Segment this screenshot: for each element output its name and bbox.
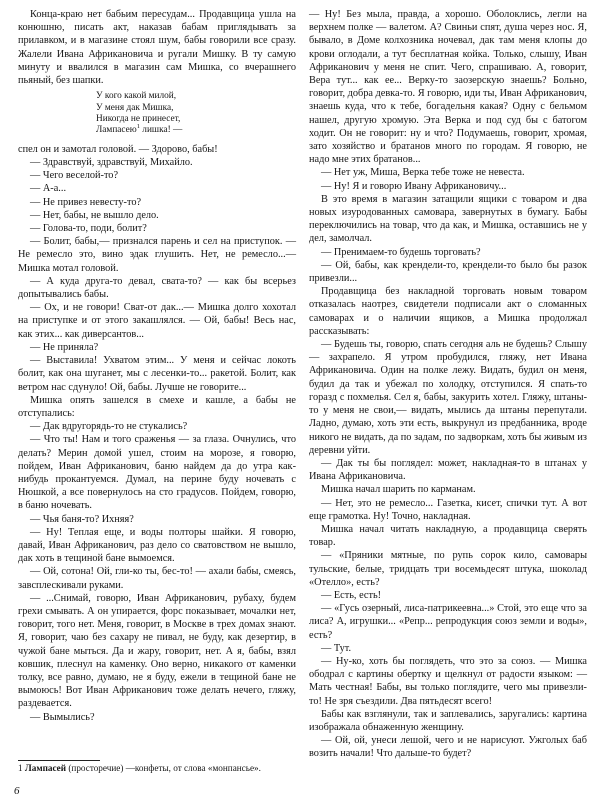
paragraph: — ...Снимай, говорю, Иван Африканович, рубаху, будем грехи смывать. А он упирается, форс показывает, мочалки нет, говорит, того нет. Меня, говорит, в Москве в трех домах знают. Я, говорит, чаю без сахару не пивал, не буду, как дезертир, в чужой бане мыться. Да и жару, говорит, нет. А я, бабы, взял ковшик, плеснул на каменку. Оно верно, никакого от каменки толку, все равно, думаю, не я буду, ежели в тещиной бане не вымоюсь! Вот Иван Африканович тоже делать нечего, гляжу, раздевается. [18,592,296,710]
footnote-rule [18,760,100,761]
paragraph: Продавщица без накладной торговать новым товаром отказалась наотрез, свидетели подписали акт о сломанных самоварах и о наличии ящиков, а Мишка продолжал рассказывать: [309,286,587,337]
paragraph: — Ой, сотона! Ой, гли-ко ты, бес-то! — ахали бабы, смеясь, завсплескивали руками. [18,566,296,591]
paragraph: — Ну! Без мыла, правда, а хорошо. Оболоклись, легли на верхнем полке — валетом. А? Свиньи спят, душа через нос. Я, бывало, в Доме колхозника ночевал, дак там меня клопы до крови оглодали, а тут бесплатная койка. Только, слышу, Иван Африканович у меня не спит. Чего, спрашиваю. А, говорит, Вера тут... как ее... Верку-то заозерскую знаешь? Больно, говорит, добра девка-то. Я говорю, иди ты, Иван Африканович, знаешь куда, что к тебе, богадельня какая? Одну с бельмом нашел, другую хромую. Эта Верка и под суд бы с батогом ходит. Он не говорит: ну и что? Подумаешь, говорит, хромая, зато хозяйство и братанов много по городам. Я говорю, не надо мне этих братанов... [309,9,587,166]
paragraph: — Голова-то, поди, болит? [30,223,147,235]
paragraph: — Ну! Я и говорю Ивану Африкановичу... [321,180,507,192]
footnote-marker: 1 [136,123,140,131]
paragraph: — «Пряники мятные, по рупь сорок кило, самовары тульские, белые, тридцать три восемьдесят штука, шоколад «Отелло», есть? [309,550,587,588]
verse-line: Никогда не принесет, [96,114,181,125]
paragraph: — Выставила! Ухватом этим... У меня и сейчас локоть болит, как она шуганет, мы с лесенки-то... ракетой. Болит, как ветром нас сдунуло! Ой, бабы. Лучше не говорите... [18,355,296,393]
left-column [18,8,296,724]
paragraph: В это время в магазин затащили ящики с товаром и два новых изуродованных самовара, завернутых в бумагу. Бабы переключились на товар, что да как, и Мишка, оставшись не у дел, замолчал. [309,193,587,245]
paragraph: Мишка опять зашелся в смехе и кашле, а бабы не отступались: [18,394,296,419]
right-text [309,8,587,761]
paragraph: — Нет уж, Миша, Верка тебе тоже не невеста. [321,167,525,179]
paragraph: — Дак ты бы поглядел: может, накладная-то в штанах у Ивана Африкановича. [309,457,587,483]
paragraph: — Ой, ой, унеси лешой, чего и не нарисуют. Ужголых баб возить начали! Что дальше-то будет? [309,735,587,760]
paragraph: — Будешь ты, говорю, спать сегодня аль не будешь? Слышу — захрапело. Я утром пробудился, гляжу, нет Ивана Африкановича. Один на полке лежу. Видать, будил он меня, будил да так и убежал по холодку, отступился. Я спать-то горазд с похмелья. Сел я, бабы, закурить хотел. Гляжу, штаны-то у меня не свои,— видать, мылись да штаны перепутали. Ладно, думаю, хоть эти есть, выкрунул из предбанника, вроде никого не видать, да по задам, по задворкам, хоть бы живым из деревни уйти. [309,339,587,456]
paragraph: — «Гусь озерный, лиса-патрикеевна...» Стой, это еще что за лиса? А, игрушки... «Репр... репродукция союз земли и воды», есть? [309,603,587,641]
paragraph: Мишка начал читать накладную, а продавщица сверять товар. [309,523,587,549]
paragraph: — Ну! Теплая еще, и воды полторы шайки. Я говорю, давай, Иван Африканович, раз дело со сватовством не вышло, дак хоть в тещиной бане вымоемся. [18,526,296,565]
paragraph: — Ой, бабы, как крендели-то, крендели-то было бы разок привезли... [309,259,587,285]
verse-line-last [96,125,296,136]
paragraph: — А-а... [30,183,67,195]
footnote [18,763,296,774]
paragraph: Конца-краю нет бабьим пересудам... Продавщица ушла на конюшню, писать акт, наказав бабам приглядывать за прилавком, и в магазине стоял шум, бабы говорили все сразу. Жалели Ивана Африкановича и ругали Мишку. В ту самую минуту и ввалился в магазин сам Мишка, со вчерашнего пьяный, без шапки. [18,9,296,87]
paragraph: — Что ты! Нам и того сраженья — за глаза. Очнулись, что делать? Мерин домой ушел, стоим на морозе, я говорю, пойдем, Иван Африканович, баню найдем да до утра как-нибудь прокантуемся. Думал, на перине буду ночевать с Нюшкой, а все повернулось на сто градусов. Пойдем, говорю, в баню ночевать. [18,434,296,512]
paragraph: — А куда друга-то девал, свата-то? — как бы всерьез допытывались бабы. [18,275,296,301]
paragraph: — Тут. [321,642,352,654]
paragraph: Бабы как взглянули, так и заплевались, заругались: картина изображала обнаженную женщину. [309,708,587,733]
page-number: 6 [14,785,20,797]
left-text-after-verse [18,143,296,724]
paragraph: — Пренимаем-то будешь торговать? [321,246,481,258]
paragraph: — Чья баня-то? Ихняя? [30,513,134,525]
paragraph: — Дак вдругорядь-то не стукались? [30,421,188,433]
footnote-text: (просторечие) —конфеты, от слова «монпансье». [66,763,261,773]
paragraph: — Не привез невесту-то? [30,196,142,208]
paragraph: — Здравствуй, здравствуй, Михайло. [30,157,193,169]
paragraph: — Вымылись? [30,711,95,723]
verse-line: У меня дак Мишка, [96,102,174,113]
paragraph: — Не приняла? [30,341,99,353]
paragraph: — Болит, бабы,— признался парень и сел на приступок. — Не ремесло это, вино эдак глушить. Нет, не ремесло...— Мишка мотал головой. [18,236,296,274]
paragraph: — Нет, бабы, не вышло дело. [30,209,159,221]
verse-word: Лампасею [96,125,137,136]
left-text-before-verse [18,8,296,87]
verse-line: У кого какой милой, [96,91,177,102]
footnote-term: Лампасей [24,763,67,773]
verse-block [96,91,296,137]
paragraph: — Ох, и не говори! Сват-от дак...— Мишка долго хохотал на приступке и от этого закашлялся. — Ой, бабы! Весь нас, как этих... как диверсантов... [18,302,296,340]
footnote-marker: 1 [18,763,23,773]
paragraph: спел он и замотал головой. — Здорово, бабы! [18,143,218,155]
verse-tail: лишка! — [139,125,183,136]
right-column [309,8,587,761]
paragraph: — Ну-ко, хоть бы поглядеть, что это за союз. — Мишка ободрал с картины обертку и щелкнул от радости языком: — Мать честная! Бабы, вы только поглядите, чего мы привезли-то! Не зря съездили. Два пятьдесят всего! [309,655,587,707]
paragraph: — Есть, есть! [321,589,382,601]
paragraph: Мишка начал шарить по карманам. [321,484,476,496]
paragraph: — Чего веселой-то? [30,170,119,182]
paragraph: — Нет, это не ремесло... Газетка, кисет, спички тут. А вот еще грамотка. Ну! Точно, накладная. [309,497,587,522]
